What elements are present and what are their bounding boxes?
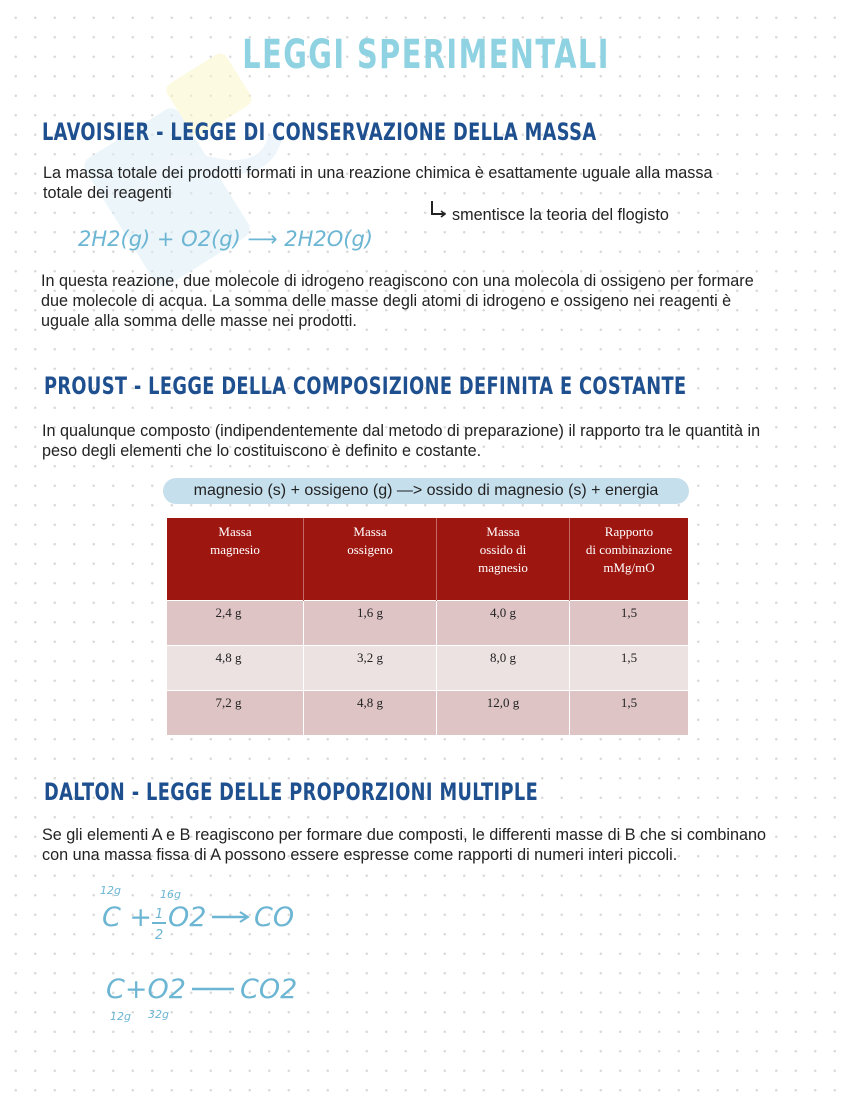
reaction-pill: magnesio (s) + ossigeno (g) —> ossido di magnesio (s) + energia [163, 478, 689, 504]
lavoisier-intro-line1: La massa totale dei prodotti formati in una reazione chimica è esattamente uguale alla massa [43, 164, 713, 182]
proust-heading: PROUST - LEGGE DELLA COMPOSIZIONE DEFINITA E COSTANTE [44, 372, 687, 400]
eq1-num: 1 [155, 907, 164, 922]
lavoisier-intro-line2: totale dei reagenti [43, 184, 172, 202]
lavoisier-body-line2: due molecole di acqua. La somma delle masse degli atomi di idrogeno e ossigeno nei reagenti è [41, 292, 732, 310]
table-cell: 4,8 g [167, 646, 304, 691]
table-cell: 1,5 [570, 691, 689, 736]
table-header-row [167, 518, 688, 601]
eq1-den: 2 [155, 928, 164, 943]
eq2-mass-o: 32g [148, 1008, 169, 1021]
eq1-o2: O2 [168, 902, 207, 933]
proust-table [167, 518, 688, 735]
eq1-left: C + [102, 902, 153, 933]
eq2-left: C+O2 [106, 974, 186, 1005]
table-cell: 1,5 [570, 601, 689, 646]
page-title: LEGGI SPERIMENTALI [242, 32, 610, 78]
eq1-mass-c: 12g [100, 884, 121, 897]
table-cell: 7,2 g [167, 691, 304, 736]
lavoisier-heading: LAVOISIER - LEGGE DI CONSERVAZIONE DELLA MASSA [42, 118, 597, 146]
dalton-equation-1 [98, 882, 318, 952]
dalton-heading: DALTON - LEGGE DELLE PROPORZIONI MULTIPLE [44, 778, 539, 806]
lavoisier-body-line1: In questa reazione, due molecole di idrogeno reagiscono con una molecola di ossigeno per formare [41, 272, 754, 290]
table-cell: 3,2 g [304, 646, 437, 691]
table-cell: 8,0 g [437, 646, 570, 691]
table-cell: 4,0 g [437, 601, 570, 646]
table-row [167, 646, 688, 691]
eq1-product: CO [254, 902, 295, 933]
header-massa-ossido: Massa ossido di magnesio [437, 518, 570, 601]
table-row [167, 601, 688, 646]
table-cell: 12,0 g [437, 691, 570, 736]
corner-arrow-icon [428, 199, 450, 221]
proust-body-line1: In qualunque composto (indipendentemente dal metodo di preparazione) il rapporto tra le quantità in [42, 422, 761, 440]
table-cell: 4,8 g [304, 691, 437, 736]
proust-body-line2: peso degli elementi che lo costituiscono è definito e costante. [42, 442, 482, 460]
table-cell: 2,4 g [167, 601, 304, 646]
eq1-mass-o: 16g [160, 888, 181, 901]
header-massa-ossigeno: Massa ossigeno [304, 518, 437, 601]
dalton-equation-2 [104, 968, 324, 1030]
lavoisier-note: smentisce la teoria del flogisto [452, 206, 669, 224]
table-cell: 1,6 g [304, 601, 437, 646]
table-cell: 1,5 [570, 646, 689, 691]
table-row [167, 691, 688, 736]
header-rapporto: Rapporto di combinazione mMg/mO [570, 518, 689, 601]
dalton-body-line2: con una massa fissa di A possono essere espresse come rapporti di numeri interi piccoli. [42, 846, 678, 864]
dalton-body-line1: Se gli elementi A e B reagiscono per formare due composti, le differenti masse di B che si combinano [42, 826, 767, 844]
eq2-product: CO2 [240, 974, 298, 1005]
lavoisier-equation [76, 222, 376, 256]
lavoisier-body-line3: uguale alla somma delle masse nei prodotti. [41, 312, 357, 330]
header-massa-magnesio: Massa magnesio [167, 518, 304, 601]
eq2-mass-c: 12g [110, 1010, 131, 1023]
lavoisier-equation-text: 2H2(g) + O2(g) ⟶ 2H2O(g) [78, 227, 373, 251]
